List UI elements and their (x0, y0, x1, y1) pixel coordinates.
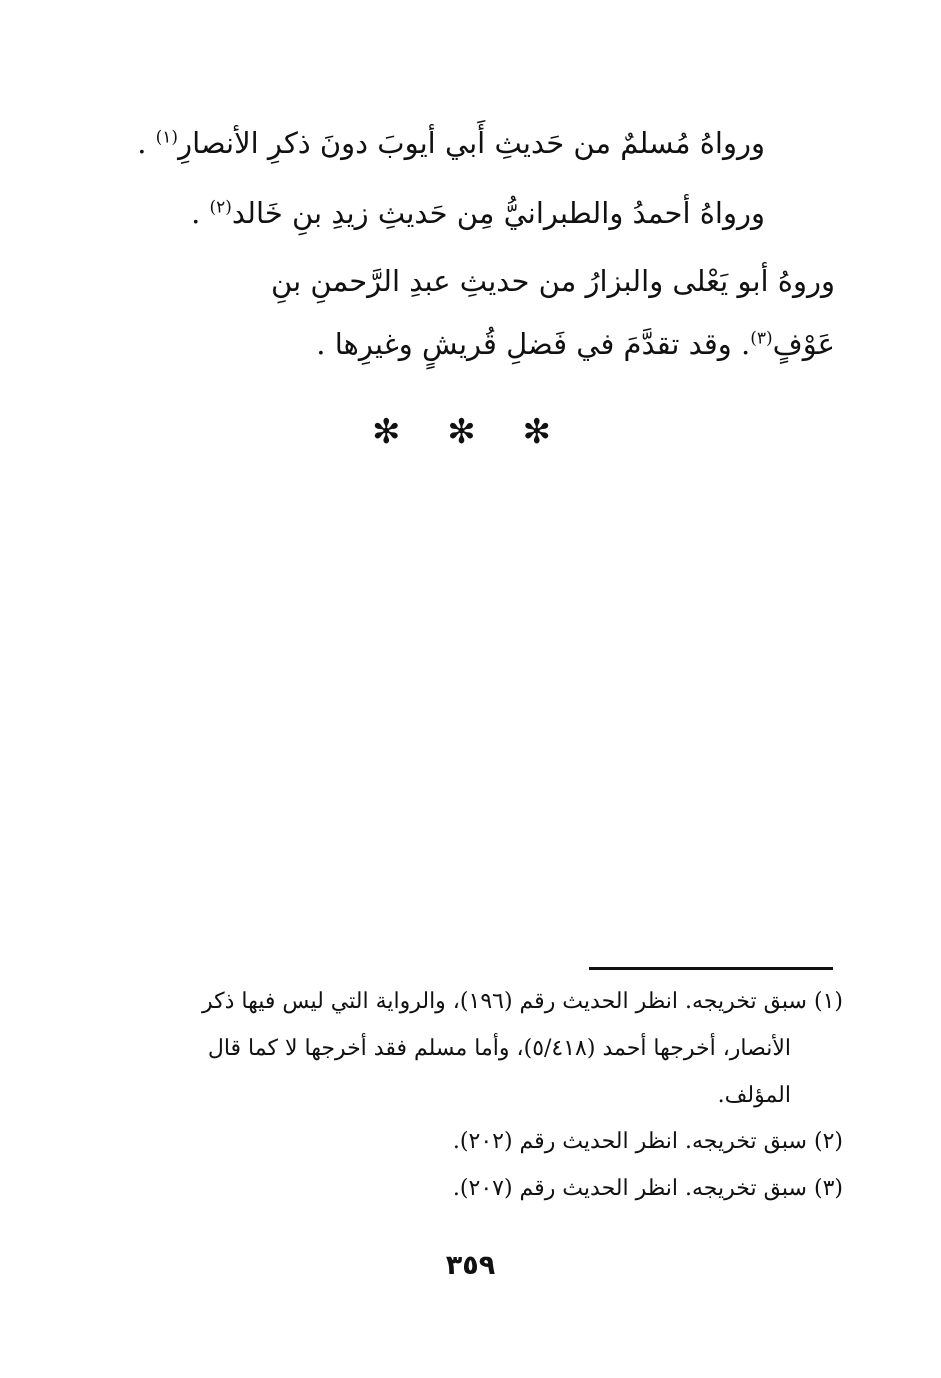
footnote-1-line-3: المؤلف. (717, 1083, 791, 1108)
footnote-1-line-1: (١) سبق تخريجه. انظر الحديث رقم (١٩٦)، والرواية التي ليس فيها ذكر (202, 989, 843, 1014)
paragraph-1-end: . (137, 126, 156, 160)
paragraph-3-line-1-text: وروهُ أبو يَعْلى والبزارُ من حديثِ عبدِ الرَّحمنِ بنِ (271, 264, 835, 298)
paragraph-2 (191, 194, 765, 232)
footnote-3: (٣) سبق تخريجه. انظر الحديث رقم (٢٠٧). (452, 1176, 843, 1201)
section-separator-stars: ✻ ✻ ✻ (371, 412, 570, 452)
footnote-ref-1: (١) (155, 127, 179, 148)
footnote-ref-2: (٢) (209, 197, 232, 218)
paragraph-3-line-1 (271, 262, 835, 300)
paragraph-1-text: ورواهُ مُسلمٌ من حَديثِ أَبي أيوبَ دونَ ذكرِ الأنصارِ (178, 126, 765, 160)
paragraph-3-line-2-end: . وقد تقدَّمَ في فَضلِ قُريشٍ وغيرِها . (316, 327, 751, 361)
paragraph-2-end: . (191, 196, 210, 230)
footnote-divider (589, 967, 833, 970)
footnote-ref-3: (٣) (750, 328, 773, 349)
footnote-2: (٢) سبق تخريجه. انظر الحديث رقم (٢٠٢). (452, 1129, 843, 1154)
footnote-1-line-2: الأنصار، أخرجها أحمد (٥/٤١٨)، وأما مسلم فقد أخرجها لا كما قال (207, 1036, 791, 1061)
paragraph-3-line-2-start: عَوْفٍ (772, 327, 835, 361)
paragraph-2-text: ورواهُ أحمدُ والطبرانيُّ مِن حَديثِ زيدِ بنِ خَالد (231, 196, 765, 230)
paragraph-3-line-2 (316, 325, 835, 363)
paragraph-1 (137, 124, 765, 162)
page-number: ٣٥٩ (445, 1250, 496, 1281)
